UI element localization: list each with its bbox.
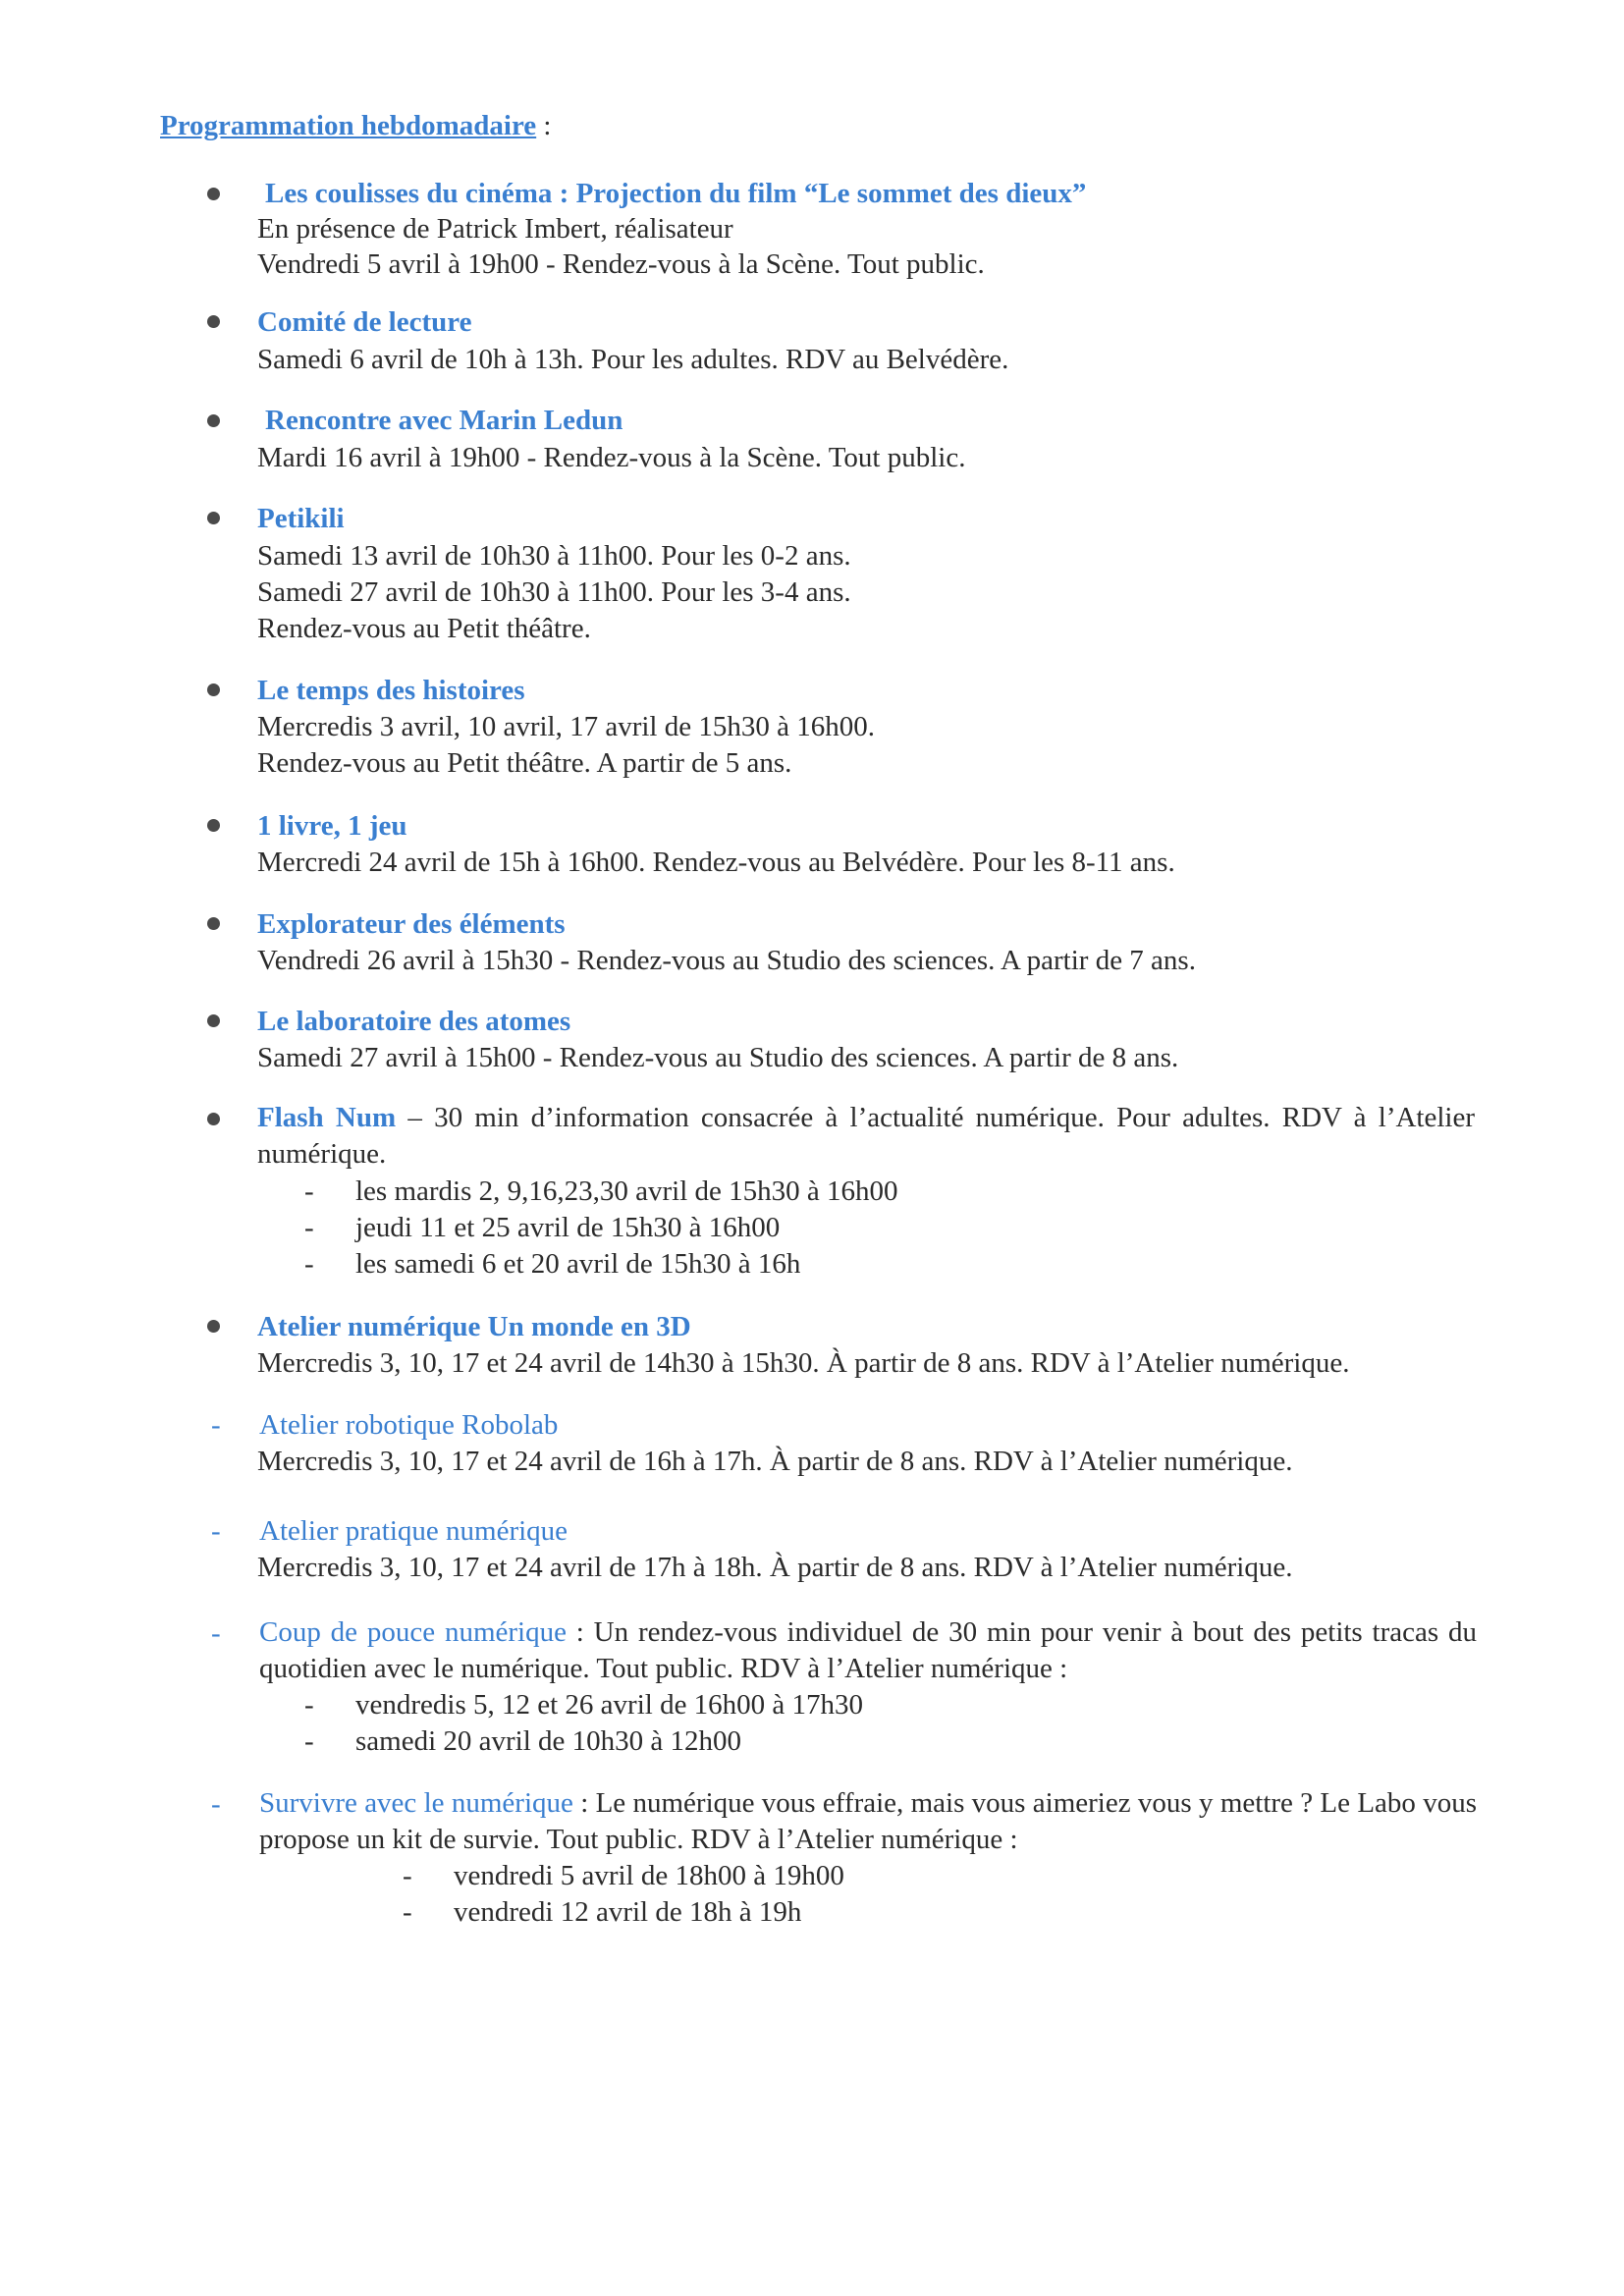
sub-item-text: vendredi 12 avril de 18h à 19h (454, 1896, 802, 1928)
event-description: : Le numérique vous effraie, mais vous aimeriez vous y mettre ? Le Labo vous propose un kit de survie. Tout public. RDV à l’Atelier numérique : (259, 1787, 1478, 1855)
dash-icon: - (211, 1409, 221, 1441)
event-paragraph (259, 1785, 1477, 1858)
dash-icon: - (304, 1248, 314, 1280)
bullet-icon (207, 315, 220, 328)
dash-icon: - (304, 1212, 314, 1243)
event-detail: Vendredi 26 avril à 15h30 - Rendez-vous au Studio des sciences. A partir de 7 ans. (257, 945, 1196, 976)
bullet-icon (207, 819, 220, 832)
bullet-icon (207, 1014, 220, 1027)
event-detail: Vendredi 5 avril à 19h00 - Rendez-vous à la Scène. Tout public. (257, 248, 985, 280)
sub-item-text: vendredis 5, 12 et 26 avril de 16h00 à 17h30 (355, 1689, 864, 1721)
dash-icon: - (304, 1175, 314, 1207)
bullet-icon (207, 188, 220, 200)
bullet-icon (207, 512, 220, 524)
dash-icon: - (304, 1689, 314, 1721)
sub-item (304, 1246, 800, 1283)
event-detail: Samedi 27 avril à 15h00 - Rendez-vous au Studio des sciences. A partir de 8 ans. (257, 1042, 1179, 1073)
sub-item (304, 1210, 780, 1246)
event-paragraph (257, 1100, 1475, 1173)
event-description: : Un rendez-vous individuel de 30 min pour venir à bout des petits tracas du quotidien avec le numérique. Tout public. RDV à l’Atelier numérique : (259, 1616, 1477, 1684)
event-title: Atelier numérique Un monde en 3D (257, 1311, 691, 1342)
event-detail: Mercredi 24 avril de 15h à 16h00. Rendez-vous au Belvédère. Pour les 8-11 ans. (257, 847, 1175, 878)
sub-item (304, 1687, 863, 1723)
dash-icon: - (211, 1515, 221, 1547)
dash-icon: - (403, 1896, 412, 1928)
event-detail: Mercredis 3 avril, 10 avril, 17 avril de 15h30 à 16h00. (257, 711, 875, 742)
event-title: Flash Num (257, 1102, 397, 1133)
event-title: Atelier robotique Robolab (259, 1409, 559, 1441)
event-detail: Mercredis 3, 10, 17 et 24 avril de 14h30 à 15h30. À partir de 8 ans. RDV à l’Atelier numérique. (257, 1347, 1350, 1379)
dash-icon: - (211, 1788, 221, 1820)
dash-icon: - (403, 1860, 412, 1891)
sub-item-text: vendredi 5 avril de 18h00 à 19h00 (454, 1860, 844, 1891)
event-detail: En présence de Patrick Imbert, réalisateur (257, 213, 733, 245)
event-title: Explorateur des éléments (257, 908, 566, 940)
event-paragraph (259, 1614, 1477, 1687)
event-title: Coup de pouce numérique (259, 1616, 567, 1648)
heading-title: Programmation hebdomadaire (160, 110, 537, 141)
event-title: Petikili (257, 503, 345, 534)
sub-item (304, 1723, 741, 1760)
bullet-icon (207, 683, 220, 696)
heading-colon: : (543, 110, 552, 141)
bullet-icon (207, 917, 220, 930)
sub-item (403, 1894, 801, 1931)
event-title: Rencontre avec Marin Ledun (265, 405, 623, 436)
event-title: Comité de lecture (257, 306, 472, 338)
event-description: – 30 min d’information consacrée à l’actualité numérique. Pour adultes. RDV à l’Atelier numérique. (257, 1102, 1475, 1170)
bullet-icon (207, 1113, 220, 1125)
dash-icon: - (304, 1725, 314, 1757)
sub-item (304, 1174, 898, 1210)
bullet-icon (207, 414, 220, 427)
sub-item-text: samedi 20 avril de 10h30 à 12h00 (355, 1725, 742, 1757)
page-heading (160, 110, 551, 142)
event-title: Survivre avec le numérique (259, 1787, 573, 1819)
event-detail: Samedi 27 avril de 10h30 à 11h00. Pour les 3-4 ans. (257, 576, 851, 608)
event-detail: Samedi 13 avril de 10h30 à 11h00. Pour les 0-2 ans. (257, 540, 851, 572)
sub-item-text: les mardis 2, 9,16,23,30 avril de 15h30 à 16h00 (355, 1175, 898, 1207)
event-title: Atelier pratique numérique (259, 1515, 568, 1547)
bullet-icon (207, 1320, 220, 1333)
sub-item-text: les samedi 6 et 20 avril de 15h30 à 16h (355, 1248, 801, 1280)
event-title: Les coulisses du cinéma : Projection du film “Le sommet des dieux” (265, 178, 1087, 209)
sub-item (403, 1858, 844, 1894)
event-detail: Rendez-vous au Petit théâtre. A partir de 5 ans. (257, 747, 792, 779)
dash-icon: - (211, 1617, 221, 1649)
event-detail: Mercredis 3, 10, 17 et 24 avril de 17h à 18h. À partir de 8 ans. RDV à l’Atelier numérique. (257, 1552, 1293, 1583)
event-title: Le laboratoire des atomes (257, 1006, 571, 1037)
event-title: Le temps des histoires (257, 675, 525, 706)
sub-item-text: jeudi 11 et 25 avril de 15h30 à 16h00 (355, 1212, 781, 1243)
event-detail: Rendez-vous au Petit théâtre. (257, 613, 591, 644)
event-detail: Mardi 16 avril à 19h00 - Rendez-vous à la Scène. Tout public. (257, 442, 966, 473)
event-detail: Mercredis 3, 10, 17 et 24 avril de 16h à 17h. À partir de 8 ans. RDV à l’Atelier numérique. (257, 1446, 1293, 1477)
event-detail: Samedi 6 avril de 10h à 13h. Pour les adultes. RDV au Belvédère. (257, 344, 1009, 375)
event-title: 1 livre, 1 jeu (257, 810, 407, 842)
